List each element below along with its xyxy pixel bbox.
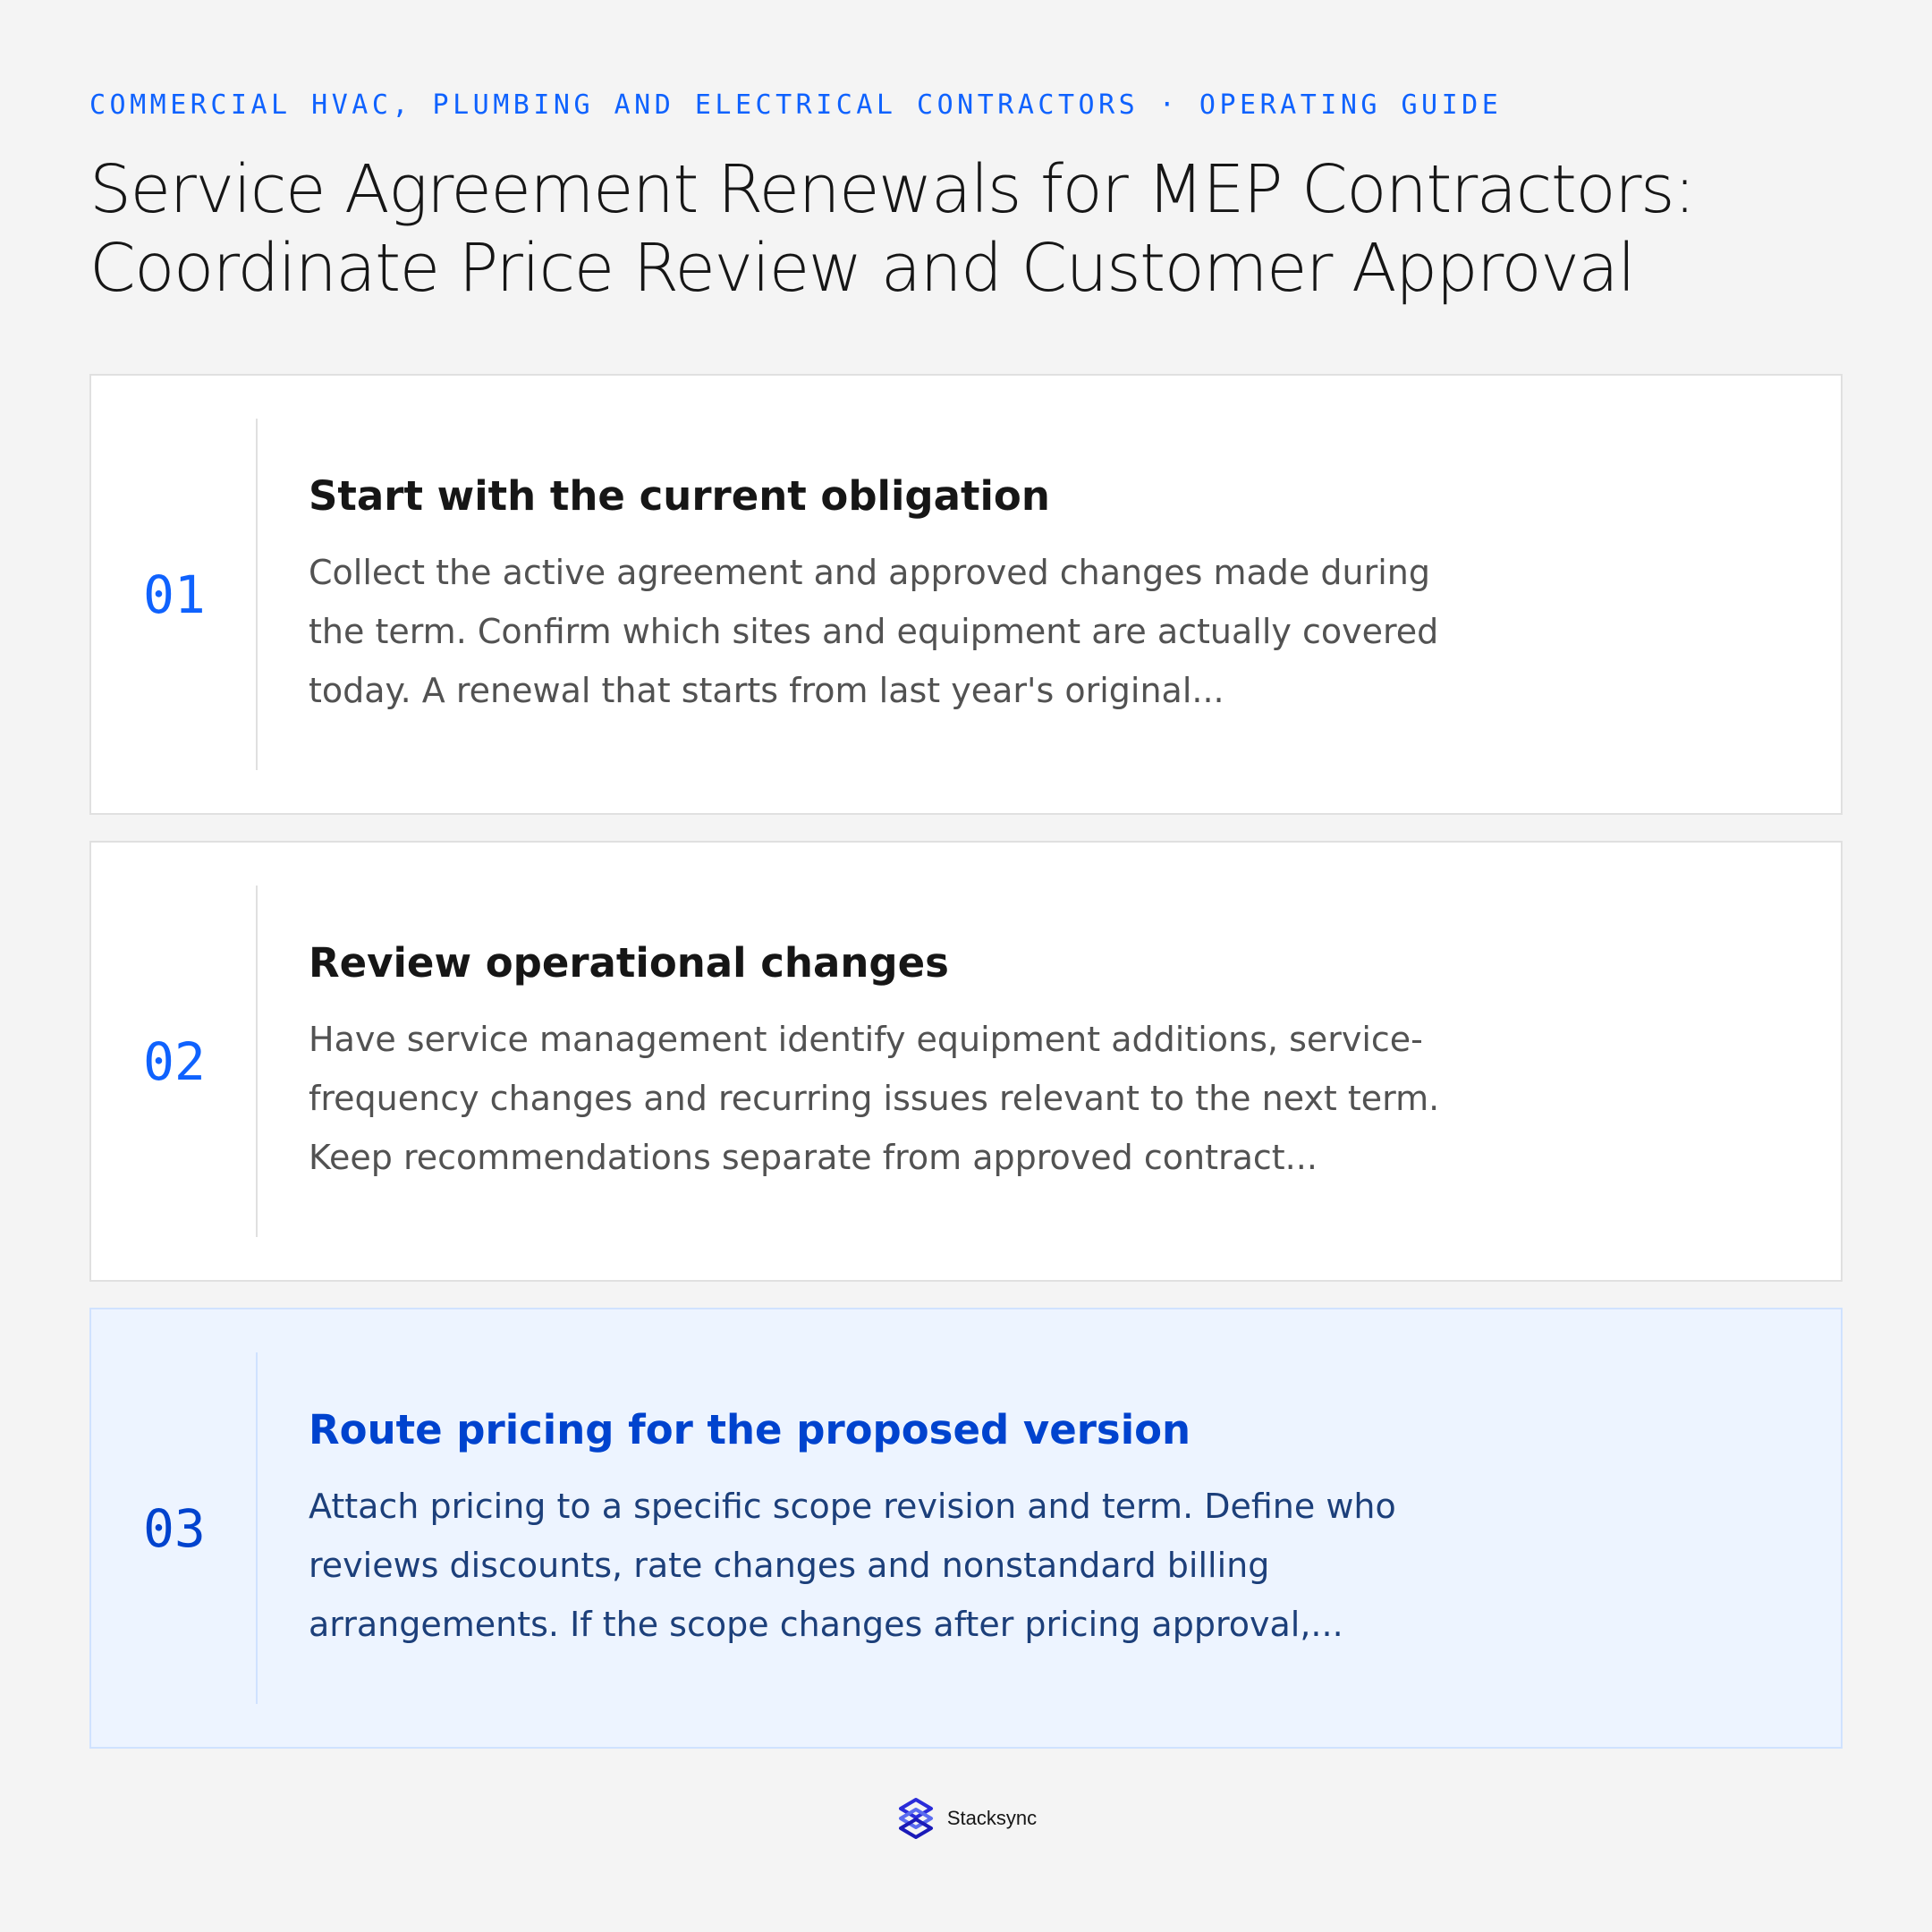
step-divider [256,1352,258,1704]
step-description [309,1477,1579,1654]
step-content [309,843,1579,1280]
footer [0,1796,1932,1841]
step-content [309,1309,1579,1747]
step-description-line: frequency changes and recurring issues relevant to the next term. [309,1078,1440,1118]
step-description-line: Attach pricing to a specific scope revision and term. Define who [309,1486,1396,1526]
step-description-line: Have service management identify equipment additions, service- [309,1019,1423,1059]
step-description [309,543,1579,720]
step-description-line: the term. Confirm which sites and equipment are actually covered [309,611,1439,651]
step-card-2 [89,841,1843,1282]
page-title-line-1: Service Agreement Renewals for MEP Contractors: [89,151,1695,228]
step-description-line: today. A renewal that starts from last year's original... [309,670,1224,710]
stacksync-logo-icon [895,1796,936,1841]
step-card-1 [89,374,1843,815]
step-number: 01 [143,564,206,625]
step-number: 03 [143,1497,206,1559]
page-title [89,150,1843,308]
brand-name: Stacksync [946,1807,1038,1829]
page-title-line-2: Coordinate Price Review and Customer Approval [89,230,1635,307]
step-card-3 [89,1308,1843,1749]
step-divider [256,419,258,770]
step-number: 02 [143,1030,206,1092]
step-description-line: reviews discounts, rate changes and nonstandard billing [309,1545,1270,1585]
step-description [309,1010,1579,1187]
eyebrow-label: COMMERCIAL HVAC, PLUMBING AND ELECTRICAL CONTRACTORS · OPERATING GUIDE [89,89,1503,121]
step-content [309,376,1579,813]
step-description-line: Keep recommendations separate from approved contract... [309,1137,1318,1177]
step-divider [256,886,258,1237]
step-title: Start with the current obligation [309,471,1050,520]
step-title: Route pricing for the proposed version [309,1405,1191,1453]
step-description-line: Collect the active agreement and approved changes made during [309,552,1430,592]
step-description-line: arrangements. If the scope changes after pricing approval,... [309,1604,1343,1644]
step-title: Review operational changes [309,938,949,987]
